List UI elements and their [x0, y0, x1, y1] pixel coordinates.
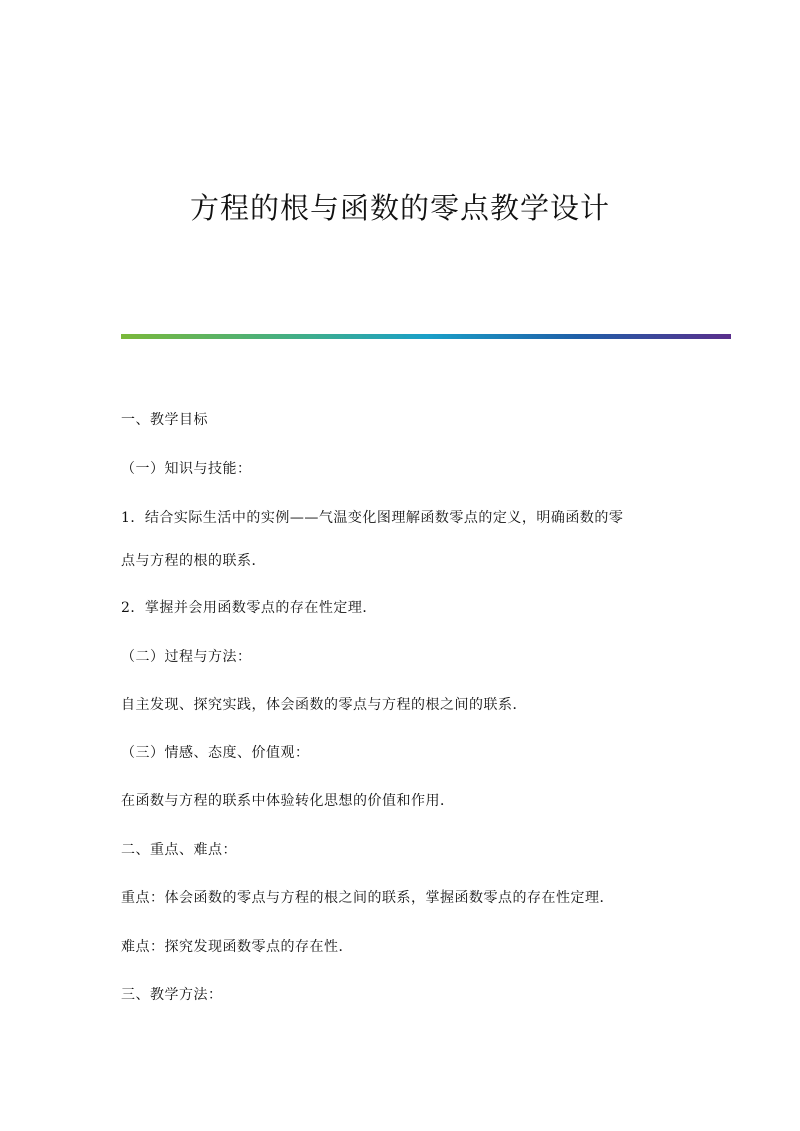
- section-heading-teaching-methods: 三、教学方法：: [121, 987, 223, 1003]
- paragraph-key-point: 重点：体会函数的零点与方程的根之间的联系，掌握函数零点的存在性定理．: [121, 890, 614, 906]
- paragraph-process-methods: 自主发现、探究实践，体会函数的零点与方程的根之间的联系．: [121, 697, 527, 713]
- section-heading-key-difficult-points: 二、重点、难点：: [121, 842, 237, 858]
- paragraph-difficult-point: 难点：探究发现函数零点的存在性．: [121, 939, 353, 955]
- subheading-process-methods: （二）过程与方法：: [121, 649, 252, 665]
- title-divider: [121, 334, 731, 339]
- subheading-emotion-attitude-values: （三）情感、态度、价值观：: [121, 745, 310, 761]
- paragraph-item-1: 1．结合实际生活中的实例——气温变化图理解函数零点的定义，明确函数的零: [121, 510, 624, 526]
- document-title: 方程的根与函数的零点教学设计: [189, 191, 610, 225]
- paragraph-item-2: 2．掌握并会用函数零点的存在性定理．: [121, 600, 377, 616]
- section-heading-objectives: 一、教学目标: [121, 412, 208, 428]
- paragraph-emotion-attitude-values: 在函数与方程的联系中体验转化思想的价值和作用．: [121, 793, 455, 809]
- paragraph-item-1-continued: 点与方程的根的联系．: [121, 553, 266, 569]
- subheading-knowledge-skills: （一）知识与技能：: [121, 461, 252, 477]
